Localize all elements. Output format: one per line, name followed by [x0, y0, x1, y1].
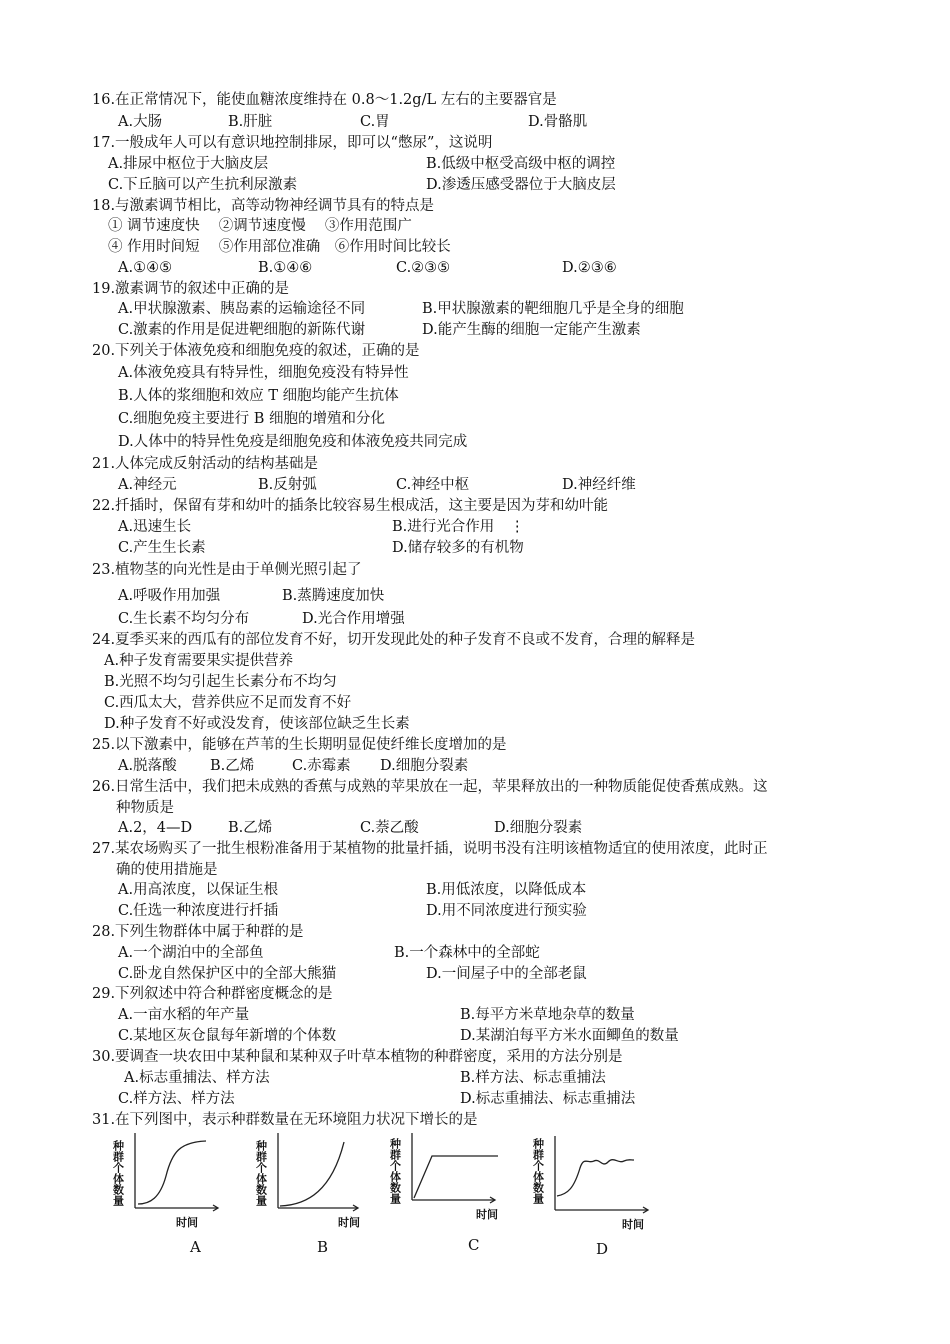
caption-b: B [317, 1238, 329, 1256]
text-line: A.体液免疫具有特异性，细胞免疫没有特异性 [118, 365, 409, 381]
text-line: C.某地区灰仓鼠每年新增的个体数 [118, 1028, 337, 1044]
text-line: D.储存较多的有机物 [392, 540, 524, 556]
text-line: B.肝脏 [228, 114, 273, 130]
text-line: A.脱落酸 [118, 758, 177, 774]
graph-a [135, 1133, 218, 1211]
y-label-d: 种群个体数量 [531, 1138, 545, 1204]
text-line: B.每平方米草地杂草的数量 [460, 1007, 635, 1023]
text-line: 16.在正常情况下，能使血糖浓度维持在 0.8～1.2g/L 左右的主要器官是 [92, 92, 557, 108]
text-line: 25.以下激素中，能够在芦苇的生长期明显促使纤维长度增加的是 [92, 737, 507, 753]
text-line: C.激素的作用是促进靶细胞的新陈代谢 [118, 322, 366, 338]
text-line: D.渗透压感受器位于大脑皮层 [426, 177, 616, 193]
text-line: D.光合作用增强 [302, 611, 405, 627]
text-line: C.卧龙自然保护区中的全部大熊猫 [118, 966, 337, 982]
graph-captions [189, 1236, 608, 1258]
text-line: A.标志重捕法、样方法 [124, 1070, 270, 1086]
x-label-d: 时间 [622, 1218, 644, 1231]
text-line: A.迅速生长 [118, 519, 192, 535]
text-line: C.赤霉素 [292, 758, 351, 774]
text-line: A.排尿中枢位于大脑皮层 [108, 156, 269, 172]
text-line: C.样方法、样方法 [118, 1091, 235, 1107]
text-line: A.①④⑤ [118, 260, 173, 276]
text-line: A.呼吸作用加强 [118, 588, 221, 604]
text-line: 确的使用措施是 [116, 862, 218, 878]
text-line: 20.下列关于体液免疫和细胞免疫的叙述，正确的是 [92, 343, 420, 359]
text-line: D.细胞分裂素 [380, 758, 469, 774]
text-line: C.神经中枢 [396, 477, 470, 493]
text-line: B.人体的浆细胞和效应 T 细胞均能产生抗体 [118, 388, 399, 404]
text-line: A.用高浓度，以保证生根 [118, 882, 279, 898]
text-line: 21.人体完成反射活动的结构基础是 [92, 456, 319, 472]
text-line: 19.激素调节的叙述中正确的是 [92, 281, 290, 297]
text-line: 23.植物茎的向光性是由于单侧光照引起了 [92, 562, 362, 578]
text-line: D.标志重捕法、标志重捕法 [460, 1091, 636, 1107]
y-label-b: 种群个体数量 [254, 1140, 268, 1206]
text-line: B.反射弧 [258, 477, 317, 493]
y-label-c: 种群个体数量 [388, 1138, 402, 1204]
text-line: A.2，4—D [118, 820, 193, 836]
caption-a: A [190, 1238, 201, 1256]
text-line: ① 调节速度快 ②调节速度慢 ③作用范围广 [108, 218, 412, 234]
text-line: A.种子发育需要果实提供营养 [104, 653, 294, 669]
text-line: 18.与激素调节相比，高等动物神经调节具有的特点是 [92, 198, 435, 214]
text-line: A.甲状腺激素、胰岛素的运输途径不同 [118, 301, 366, 317]
caption-c: C [468, 1236, 480, 1254]
text-line: 27.某农场购买了一批生根粉准备用于某植物的批量扦插，说明书没有注明该植物适宜的使用浓度，此时正 [92, 841, 768, 857]
text-line: D.人体中的特异性免疫是细胞免疫和体液免疫共同完成 [118, 434, 468, 450]
text-line: 30.要调查一块农田中某种鼠和某种双子叶草本植物的种群密度，采用的方法分别是 [92, 1049, 623, 1065]
text-line: 22.扦插时，保留有芽和幼叶的插条比较容易生根成活，这主要是因为芽和幼叶能 [92, 498, 609, 514]
text-line: B.甲状腺激素的靶细胞几乎是全身的细胞 [422, 301, 684, 317]
text-line: C.下丘脑可以产生抗利尿激素 [108, 177, 298, 193]
text-line: D.用不同浓度进行预实验 [426, 903, 587, 919]
y-label-a: 种群个体数量 [111, 1140, 125, 1206]
text-line: ④ 作用时间短 ⑤作用部位准确 ⑥作用时间比较长 [108, 239, 451, 255]
text-line: B.进行光合作用 [392, 519, 495, 535]
caption-d: D [596, 1240, 609, 1258]
text-line: 种物质是 [116, 800, 174, 816]
text-line: A.神经元 [118, 477, 177, 493]
text-line: 31.在下列图中，表示种群数量在无环境阻力状况下增长的是 [92, 1112, 478, 1128]
y-axis-labels [112, 1137, 546, 1207]
graph-d [555, 1136, 648, 1213]
text-line: C.生长素不均匀分布 [118, 611, 250, 627]
text-line: 28.下列生物群体中属于种群的是 [92, 924, 304, 940]
text-line: D.一间屋子中的全部老鼠 [426, 966, 587, 982]
graph-b [278, 1133, 358, 1211]
text-line: ⋮ [510, 519, 525, 535]
text-line: B.用低浓度，以降低成本 [426, 882, 587, 898]
text-line: D.种子发育不好或没发育，使该部位缺乏生长素 [104, 716, 410, 732]
text-line: 17.一般成年人可以有意识地控制排尿，即可以“憋尿”，这说明 [92, 135, 493, 151]
text-line: D.神经纤维 [562, 477, 636, 493]
text-line: B.光照不均匀引起生长素分布不均匀 [104, 674, 337, 690]
population-growth-graphs [110, 1128, 670, 1268]
text-line: B.乙烯 [228, 820, 273, 836]
text-line: A.一亩水稻的年产量 [118, 1007, 250, 1023]
text-line: D.细胞分裂素 [494, 820, 583, 836]
text-line: B.样方法、标志重捕法 [460, 1070, 606, 1086]
text-line: C.细胞免疫主要进行 B 细胞的增殖和分化 [118, 411, 386, 427]
x-label-c: 时间 [476, 1208, 498, 1221]
x-label-b: 时间 [338, 1216, 360, 1229]
text-line: D.②③⑥ [562, 260, 617, 276]
text-line: C.西瓜太大，营养供应不足而发育不好 [104, 695, 352, 711]
graph-c [412, 1133, 498, 1203]
text-line: C.胃 [360, 114, 390, 130]
text-line: 24.夏季买来的西瓜有的部位发育不好，切开发现此处的种子发育不良或不发育，合理的解释是 [92, 632, 696, 648]
text-line: B.低级中枢受高级中枢的调控 [426, 156, 616, 172]
text-line: B.一个森林中的全部蛇 [394, 945, 540, 961]
text-line: B.①④⑥ [258, 260, 313, 276]
text-line: C.萘乙酸 [360, 820, 419, 836]
text-line: D.某湖泊每平方米水面鲫鱼的数量 [460, 1028, 679, 1044]
x-label-a: 时间 [176, 1216, 198, 1229]
text-line: C.②③⑤ [396, 260, 451, 276]
text-line: A.大肠 [118, 114, 163, 130]
text-line: C.产生生长素 [118, 540, 206, 556]
text-line: 26.日常生活中，我们把未成熟的香蕉与成熟的苹果放在一起，苹果释放出的一种物质能促使香蕉成熟。这 [92, 779, 768, 795]
text-line: D.骨骼肌 [528, 114, 588, 130]
text-line: C.任选一种浓度进行扦插 [118, 903, 279, 919]
text-line: D.能产生酶的细胞一定能产生激素 [422, 322, 641, 338]
text-line: B.乙烯 [210, 758, 255, 774]
text-line: B.蒸腾速度加快 [282, 588, 385, 604]
text-line: 29.下列叙述中符合种群密度概念的是 [92, 986, 333, 1002]
text-line: A.一个湖泊中的全部鱼 [118, 945, 264, 961]
